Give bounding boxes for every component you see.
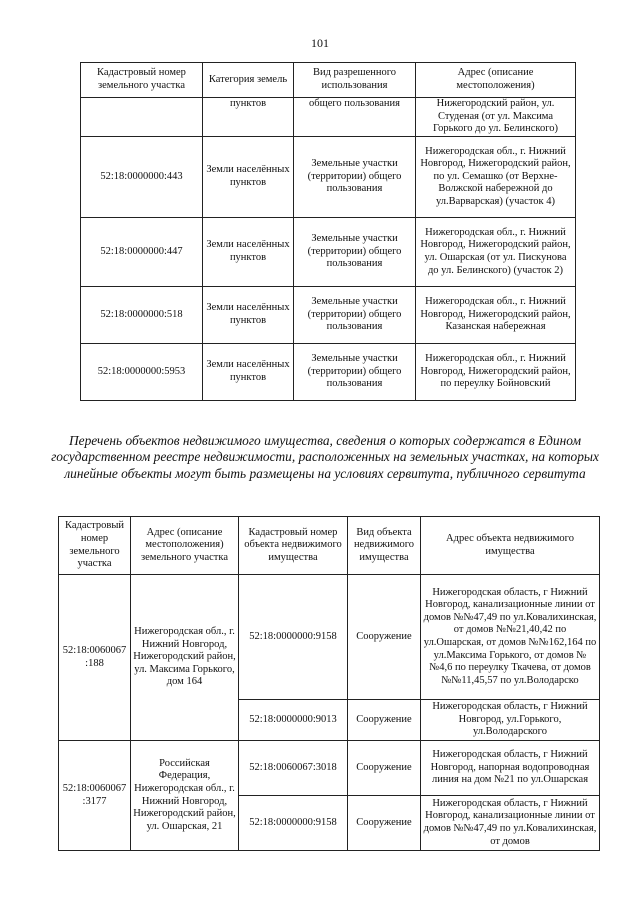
table-row (81, 344, 576, 401)
table-row (59, 575, 600, 700)
page-number: 101 (311, 36, 329, 50)
cell-object-type: Сооружение (348, 575, 421, 700)
header-address: Адрес (описание местоположения) (416, 63, 576, 98)
cell-permitted-use: Земельные участки (территории) общего пользования (294, 287, 416, 344)
cell-object-cadastral-number: 52:18:0060067:3018 (239, 741, 348, 796)
cell-object-type: Сооружение (348, 700, 421, 741)
cell-object-address: Нижегородская область, г Нижний Новгород, канализационные линии от домов №№47,49 по ул.Ковалихинская, от домов (421, 796, 600, 851)
cell-object-cadastral-number: 52:18:0000000:9158 (239, 575, 348, 700)
table-header-row (81, 63, 576, 98)
cell-land-category: Земли населённых пунктов (203, 344, 294, 401)
cell-object-address: Нижегородская область, г Нижний Новгород, ул.Горького, ул.Володарского (421, 700, 600, 741)
cell-land-category: Земли населённых пунктов (203, 137, 294, 218)
header-land-category: Категория земель (203, 63, 294, 98)
table-header-row (59, 517, 600, 575)
real-estate-objects-table (58, 516, 600, 851)
header-cadastral-number: Кадастровый номер земельного участка (81, 63, 203, 98)
table-row (59, 741, 600, 796)
cell-object-cadastral-number: 52:18:0000000:9158 (239, 796, 348, 851)
cell-land-cadastral-number: 52:18:0060067 :188 (59, 575, 131, 741)
table-row (81, 137, 576, 218)
cell-permitted-use: Земельные участки (территории) общего пользования (294, 344, 416, 401)
table-row (81, 287, 576, 344)
cell-cadastral-number: 52:18:0000000:447 (81, 218, 203, 287)
cell-address: Нижегородская обл., г. Нижний Новгород, Нижегородский район, по переулку Бойновский (416, 344, 576, 401)
cell-address: Нижегородская обл., г. Нижний Новгород, Нижегородский район, ул. Ошарская (от ул. Пискунова до ул. Белинского) (участок 2) (416, 218, 576, 287)
table-row (81, 218, 576, 287)
cell-cadastral-number (81, 98, 203, 137)
cell-land-address: Нижегородская обл., г. Нижний Новгород, Нижегородский район, ул. Максима Горького, дом 164 (131, 575, 239, 741)
cell-permitted-use: Земельные участки (территории) общего пользования (294, 218, 416, 287)
section-heading: Перечень объектов недвижимого имущества, сведения о которых содержатся в Едином государственном реестре недвижимости, расположенных на земельных участках, на которых линейные объекты могут быть размещены на условиях сервитута, публичного сервитута (51, 433, 599, 481)
cell-land-category: Земли населённых пунктов (203, 287, 294, 344)
cell-object-type: Сооружение (348, 796, 421, 851)
header-object-type: Вид объекта недвижимого имущества (348, 517, 421, 575)
cell-cadastral-number: 52:18:0000000:5953 (81, 344, 203, 401)
cell-address: Нижегородский район, ул. Студеная (от ул. Максима Горького до ул. Белинского) (416, 98, 576, 137)
cell-land-address: Российская Федерация, Нижегородская обл., г. Нижний Новгород, Нижегородский район, ул. Ошарская, 21 (131, 741, 239, 851)
cell-permitted-use: Земельные участки (территории) общего пользования (294, 137, 416, 218)
cell-permitted-use: общего пользования (294, 98, 416, 137)
cell-object-cadastral-number: 52:18:0000000:9013 (239, 700, 348, 741)
cell-cadastral-number: 52:18:0000000:518 (81, 287, 203, 344)
cell-land-cadastral-number: 52:18:0060067 :3177 (59, 741, 131, 851)
header-permitted-use: Вид разрешенного использования (294, 63, 416, 98)
cell-object-address: Нижегородская область, г Нижний Новгород, канализационные линии от домов №№47,49 по ул.Ковалихинская, от домов №№21,40,42 по ул.Ошарская, от домов №№162,164 по ул.Максима Горького, от домов №№4,6 по переулку Ткачева, от домов №№11,45,57 по ул.Володарско (421, 575, 600, 700)
header-object-address: Адрес объекта недвижимого имущества (421, 517, 600, 575)
cell-cadastral-number: 52:18:0000000:443 (81, 137, 203, 218)
cell-land-category: пунктов (203, 98, 294, 137)
cell-address: Нижегородская обл., г. Нижний Новгород, Нижегородский район, по ул. Семашко (от Верхне-Волжской набережной до ул.Варварская) (участок 4) (416, 137, 576, 218)
cell-land-category: Земли населённых пунктов (203, 218, 294, 287)
header-land-cadastral-number: Кадастровый номер земельного участка (59, 517, 131, 575)
cell-object-address: Нижегородская область, г Нижний Новгород, напорная водопроводная линия на дом №21 по ул.Ошарская (421, 741, 600, 796)
land-plots-table (80, 62, 576, 401)
header-land-address: Адрес (описание местоположения) земельного участка (131, 517, 239, 575)
table-row (81, 98, 576, 137)
cell-address: Нижегородская обл., г. Нижний Новгород, Нижегородский район, Казанская набережная (416, 287, 576, 344)
cell-object-type: Сооружение (348, 741, 421, 796)
header-object-cadastral-number: Кадастровый номер объекта недвижимого имущества (239, 517, 348, 575)
